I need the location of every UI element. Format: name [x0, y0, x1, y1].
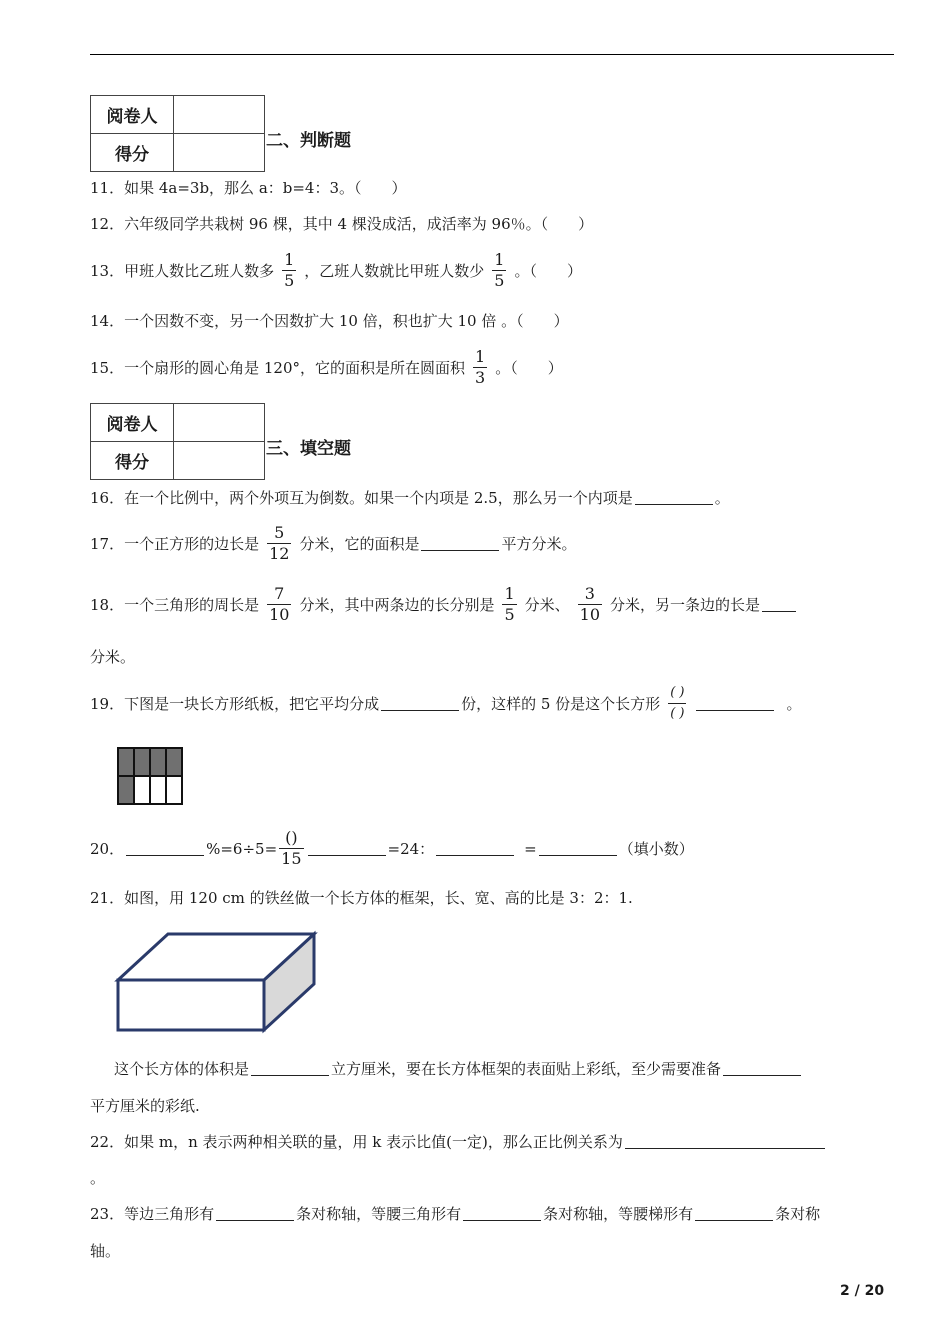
fraction: $\frac{7}{10}$	[269, 584, 290, 624]
fraction: $\frac{1}{5}$	[284, 250, 295, 290]
section-title-judgment: 二、判断题	[266, 131, 351, 151]
reviewer-field[interactable]	[174, 96, 265, 134]
question-13: 13．甲班人数比乙班人数多 $\frac{1}{5}$ ，乙班人数就比甲班人数少 $\frac{1}{5}$ 。（ ）	[90, 250, 582, 290]
grid-cell-shaded	[134, 748, 150, 776]
question-21: 21．如图，用 120 cm 的铁丝做一个长方体的框架，长、宽、高的比是 3：2：1.	[90, 889, 633, 907]
answer-blank[interactable]	[308, 841, 386, 856]
cuboid-front-face	[118, 980, 264, 1030]
question-22: 22．如果 m，n 表示两种相关联的量，用 k 表示比值(一定)，那么正比例关系为	[90, 1131, 827, 1152]
answer-blank[interactable]	[421, 536, 499, 551]
fraction: $\frac{1}{5}$	[494, 250, 505, 290]
question-18-cont: 分米。	[90, 648, 136, 666]
grid-cell-shaded	[166, 748, 182, 776]
question-17: 17．一个正方形的边长是 $\frac{5}{12}$ 分米，它的面积是 平方分米。	[90, 523, 577, 563]
fraction: $\frac{1}{3}$	[475, 347, 486, 387]
score-label: 得分	[91, 134, 174, 172]
question-16: 16．在一个比例中，两个外项互为倒数。如果一个内项是 2.5，那么另一个内项是 。	[90, 489, 730, 507]
fraction: $\frac{1}{5}$	[504, 584, 515, 624]
grader-table	[90, 95, 265, 172]
question-19: 19．下图是一块长方形纸板，把它平均分成 份，这样的 5 份是这个长方形 $\frac{( )}{( )}$ 。	[90, 683, 801, 724]
rectangle-grid-figure	[116, 746, 186, 806]
cuboid-figure	[112, 928, 322, 1036]
answer-blank[interactable]	[216, 1206, 294, 1221]
question-22-cont: 。	[90, 1169, 106, 1187]
question-14: 14．一个因数不变，另一个因数扩大 10 倍，积也扩大 10 倍 。（ ）	[90, 312, 569, 330]
grid-cell	[134, 776, 150, 804]
fraction: $\frac{()}{15}$	[281, 828, 302, 868]
score-label: 得分	[91, 442, 174, 480]
reviewer-label: 阅卷人	[91, 404, 174, 442]
section-title-fill-in: 三、填空题	[266, 439, 351, 459]
question-11: 11．如果 4a=3b，那么 a：b=4：3。（ ）	[90, 179, 407, 197]
question-23: 23．等边三角形有 条对称轴，等腰三角形有 条对称轴，等腰梯形有 条对称	[90, 1205, 821, 1223]
answer-blank[interactable]	[635, 490, 713, 505]
question-18: 18．一个三角形的周长是 $\frac{7}{10}$ 分米，其中两条边的长分别是 $\frac{1}{5}$ 分米、 $\frac{3}{10}$ 分米，另一条边的长是	[90, 584, 798, 625]
grid-cell-shaded	[150, 748, 166, 776]
grid-cell	[166, 776, 182, 804]
score-field[interactable]	[174, 442, 265, 480]
reviewer-label: 阅卷人	[91, 96, 174, 134]
reviewer-field[interactable]	[174, 404, 265, 442]
answer-blank[interactable]	[251, 1061, 329, 1076]
fraction: $\frac{( )}{( )}$	[670, 685, 685, 721]
page-number: 2 / 20	[840, 1283, 885, 1299]
answer-blank[interactable]	[625, 1134, 825, 1149]
question-23-cont: 轴。	[90, 1242, 121, 1260]
grid-cell	[150, 776, 166, 804]
answer-blank[interactable]	[381, 696, 459, 711]
grader-table	[90, 403, 265, 480]
fraction: $\frac{5}{12}$	[269, 523, 290, 563]
answer-blank[interactable]	[696, 696, 774, 711]
fraction: $\frac{3}{10}$	[579, 584, 601, 624]
question-21-cont: 平方厘米的彩纸.	[90, 1097, 200, 1115]
answer-blank[interactable]	[463, 1206, 541, 1221]
question-20: 20． %=6÷5= $\frac{()}{15}$ =24： = （填小数）	[90, 828, 694, 868]
question-12: 12．六年级同学共栽树 96 棵，其中 4 棵没成活，成活率为 96％。（ ）	[90, 215, 594, 233]
answer-blank[interactable]	[436, 841, 514, 856]
grid-cell-shaded	[118, 748, 134, 776]
answer-blank[interactable]	[723, 1061, 801, 1076]
grid-cell-shaded	[118, 776, 134, 804]
answer-blank[interactable]	[539, 841, 617, 856]
question-15: 15．一个扇形的圆心角是 120°，它的面积是所在圆面积 $\frac{1}{3}$ 。（ ）	[90, 347, 563, 387]
top-rule	[90, 54, 894, 55]
answer-blank[interactable]	[695, 1206, 773, 1221]
answer-blank[interactable]	[762, 597, 796, 612]
question-21-body: 这个长方体的体积是 立方厘米，要在长方体框架的表面贴上彩纸，至少需要准备	[114, 1058, 803, 1079]
answer-blank[interactable]	[126, 841, 204, 856]
score-field[interactable]	[174, 134, 265, 172]
